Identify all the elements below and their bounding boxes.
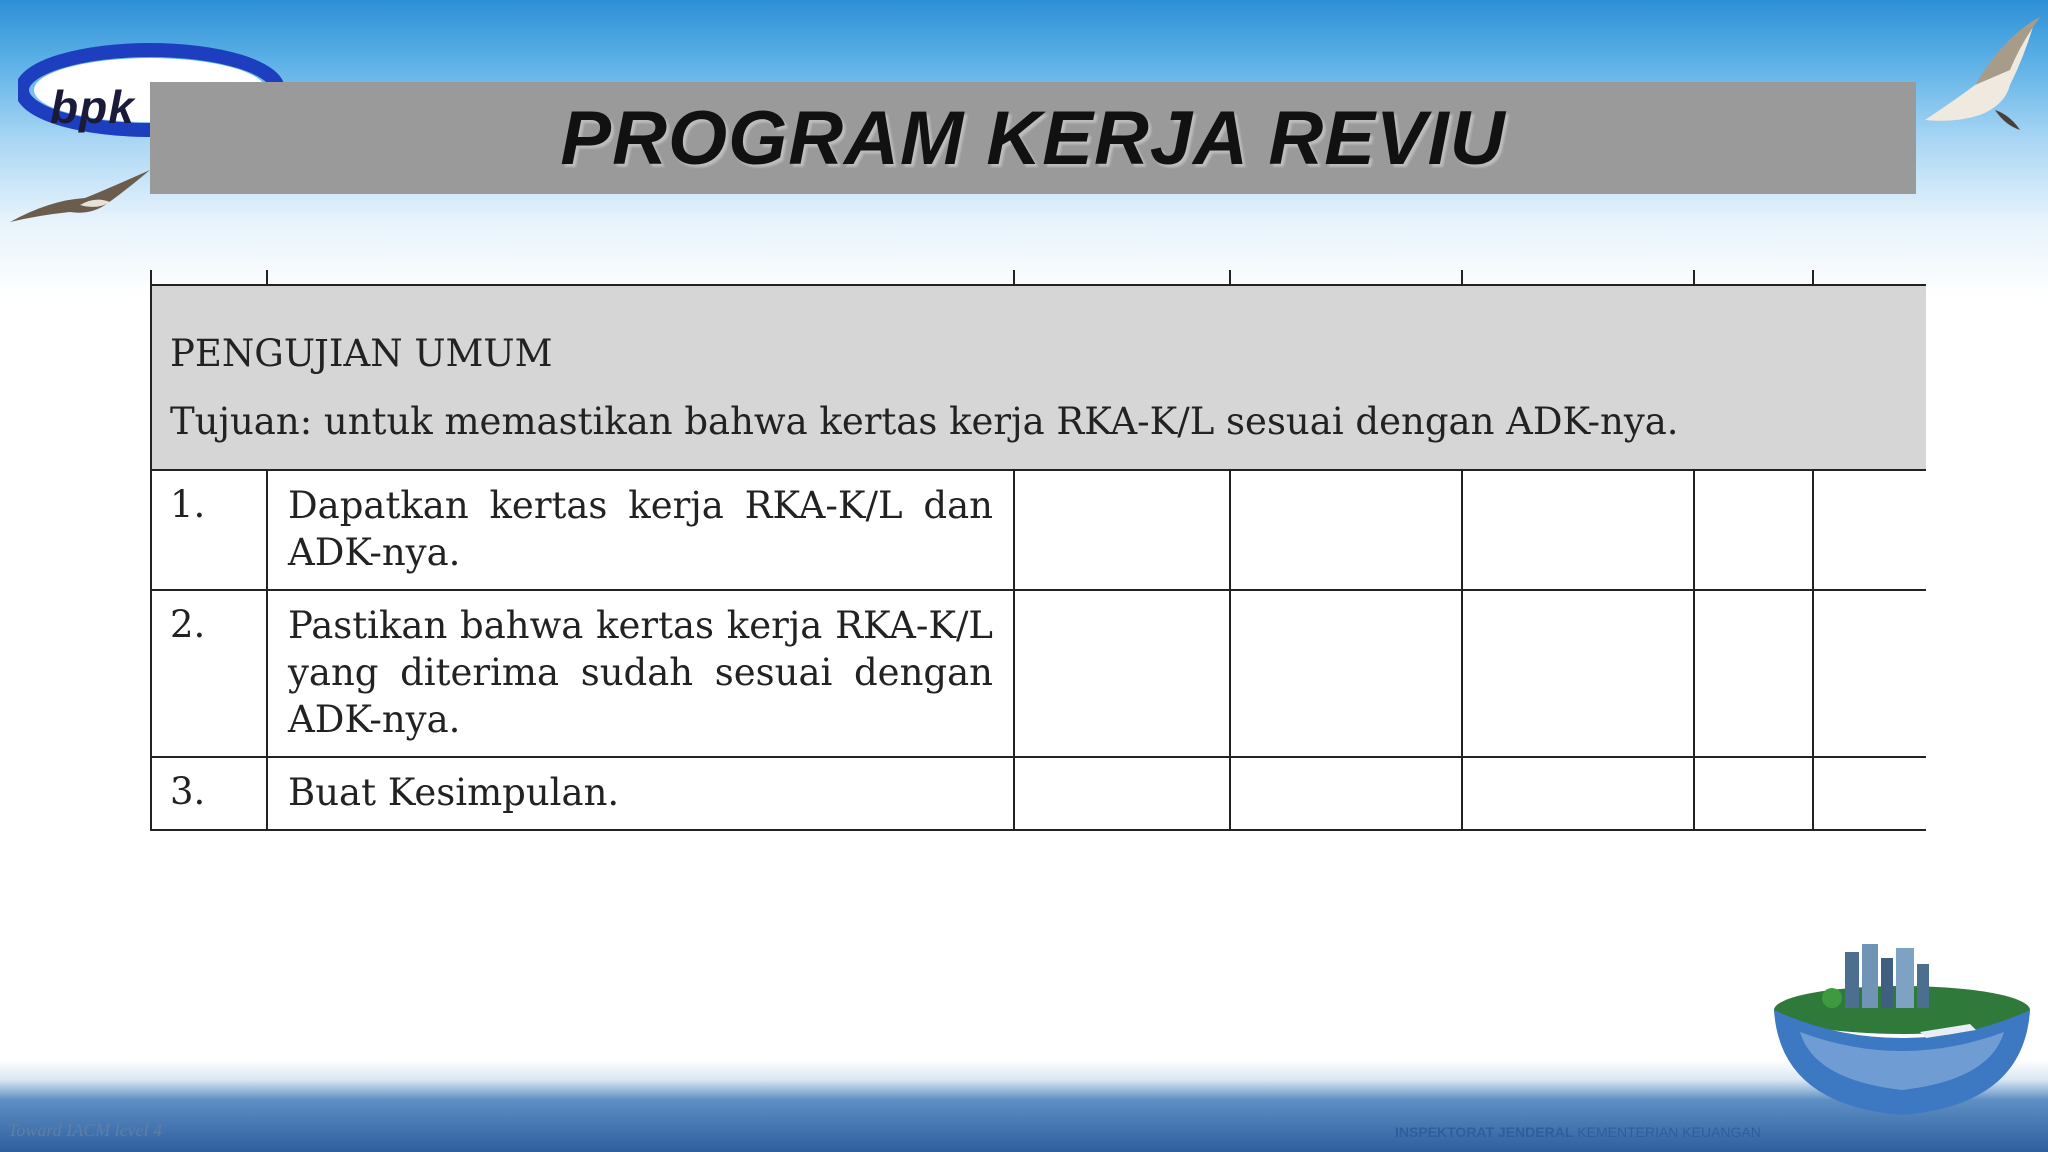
table-cell xyxy=(1813,470,1926,590)
table-cell xyxy=(1014,757,1230,830)
table-cell xyxy=(1813,590,1926,757)
table-cell xyxy=(1813,270,1926,285)
section-row xyxy=(151,285,1926,470)
table-cell xyxy=(1694,590,1813,757)
table-cell xyxy=(1694,757,1813,830)
seagull-left-icon xyxy=(10,160,160,230)
table-cell xyxy=(1462,757,1694,830)
step-number: 1. xyxy=(151,470,267,590)
table-cell xyxy=(1014,470,1230,590)
table-cell xyxy=(1230,270,1462,285)
review-program-table xyxy=(150,270,1926,831)
table-row xyxy=(151,590,1926,757)
table-row xyxy=(151,757,1926,830)
table-cell xyxy=(1230,470,1462,590)
step-number: 3. xyxy=(151,757,267,830)
table-cell xyxy=(151,270,267,285)
table-cell xyxy=(267,270,1014,285)
step-number: 2. xyxy=(151,590,267,757)
table-cell xyxy=(1230,590,1462,757)
footer-org-rest: KEMENTERIAN KEUANGAN xyxy=(1573,1124,1761,1140)
table-row xyxy=(151,470,1926,590)
review-program-table-container xyxy=(150,270,1925,831)
table-cell xyxy=(1014,270,1230,285)
table-cell xyxy=(1694,270,1813,285)
section-goal: Tujuan: untuk memastikan bahwa kertas kerja RKA-K/L sesuai dengan ADK-nya. xyxy=(170,399,1679,443)
table-cell xyxy=(1230,757,1462,830)
table-cell xyxy=(1014,590,1230,757)
page-title: PROGRAM KERJA REVIU xyxy=(560,95,1506,181)
globe-city-icon xyxy=(1770,940,2035,1120)
footer-right-text xyxy=(1395,1124,1761,1140)
seagull-right-icon xyxy=(1905,15,2045,145)
table-cell xyxy=(1462,590,1694,757)
step-description: Buat Kesimpulan. xyxy=(267,757,1014,830)
table-cell xyxy=(1694,470,1813,590)
title-bar xyxy=(150,82,1916,194)
section-cell xyxy=(151,285,1926,470)
table-cell xyxy=(1462,470,1694,590)
section-heading: PENGUJIAN UMUM xyxy=(170,332,553,375)
footer-left-text: Toward IACM level 4 xyxy=(8,1120,163,1140)
footer-org-bold: INSPEKTORAT JENDERAL xyxy=(1395,1124,1574,1140)
logo-text: bpk xyxy=(50,81,135,133)
table-cell xyxy=(1813,757,1926,830)
step-description: Dapatkan kertas kerja RKA-K/L dan ADK-nya. xyxy=(267,470,1014,590)
step-description: Pastikan bahwa kertas kerja RKA-K/L yang diterima sudah sesuai dengan ADK-nya. xyxy=(267,590,1014,757)
table-header-stub-row xyxy=(151,270,1926,285)
table-cell xyxy=(1462,270,1694,285)
